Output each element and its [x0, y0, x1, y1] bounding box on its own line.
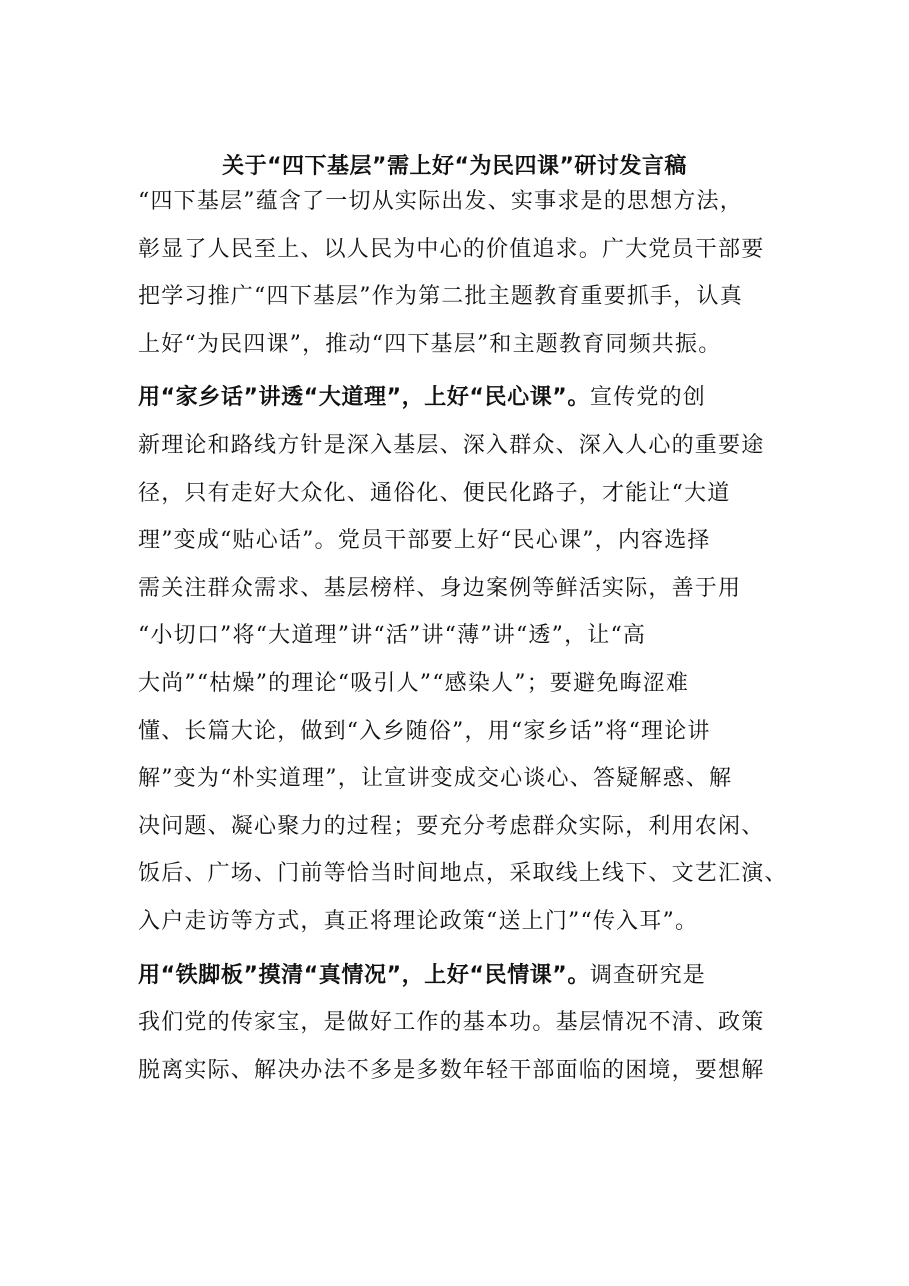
paragraph-text: 宣传党的创 — [589, 385, 706, 411]
paragraph-line: 彰显了人民至上、以人民为中心的价值追求。广大党员干部要 — [138, 236, 765, 262]
paragraph-line: 脱离实际、解决办法不多是多数年轻干部面临的困境，要想解 — [138, 1057, 765, 1083]
paragraph-line: 新理论和路线方针是深入基层、深入群众、深入人心的重要途 — [138, 432, 765, 458]
paragraph-line: 决问题、凝心聚力的过程；要充分考虑群众实际，利用农闲、 — [138, 813, 765, 839]
paragraph-line: “小切口”将“大道理”讲“活”讲“薄”讲“透”，让“高 — [138, 623, 647, 649]
paragraph-line: 入户走访等方式，真正将理论政策“送上门”“传入耳”。 — [138, 908, 699, 934]
paragraph-first-line — [138, 374, 778, 422]
paragraph-line: 需关注群众需求、基层榜样、身边案例等鲜活实际，善于用 — [138, 575, 742, 601]
paragraph-line: 饭后、广场、门前等恰当时间地点，采取线上线下、文艺汇演、 — [138, 861, 788, 887]
paragraph-line: 大尚”“枯燥”的理论“吸引人”“感染人”；要避免晦涩难 — [138, 670, 690, 696]
paragraph-intro — [138, 178, 778, 368]
section-heading: 用“家乡话”讲透“大道理”，上好“民心课”。 — [138, 385, 590, 411]
paragraph-text: 调查研究是 — [589, 962, 706, 988]
document-body — [138, 178, 788, 1094]
paragraph-first-line — [138, 952, 778, 1000]
section-heading: 用“铁脚板”摸清“真情况”，上好“民情课”。 — [138, 962, 590, 988]
paragraph-line: 懂、长篇大论，做到“入乡随俗”，用“家乡话”将“理论讲 — [138, 718, 711, 744]
paragraph-minqing — [138, 952, 778, 1095]
paragraph-line: 上好“为民四课”，推动“四下基层”和主题教育同频共振。 — [138, 331, 722, 357]
paragraph-line: 我们党的传家宝，是做好工作的基本功。基层情况不清、政策 — [138, 1010, 765, 1036]
paragraph-minxin — [138, 374, 788, 945]
paragraph-line: 把学习推广“四下基层”作为第二批主题教育重要抓手，认真 — [138, 284, 743, 310]
paragraph-line: 解”变为“朴实道理”，让宣讲变成交心谈心、答疑解惑、解 — [138, 766, 733, 792]
paragraph-line: 径，只有走好大众化、通俗化、便民化路子，才能让“大道 — [138, 480, 731, 506]
paragraph-line: “四下基层”蕴含了一切从实际出发、实事求是的思想方法， — [138, 189, 743, 214]
paragraph-line: 理”变成“贴心话”。党员干部要上好“民心课”，内容选择 — [138, 528, 711, 554]
document-title: 关于“四下基层”需上好“为民四课”研讨发言稿 — [222, 154, 687, 179]
